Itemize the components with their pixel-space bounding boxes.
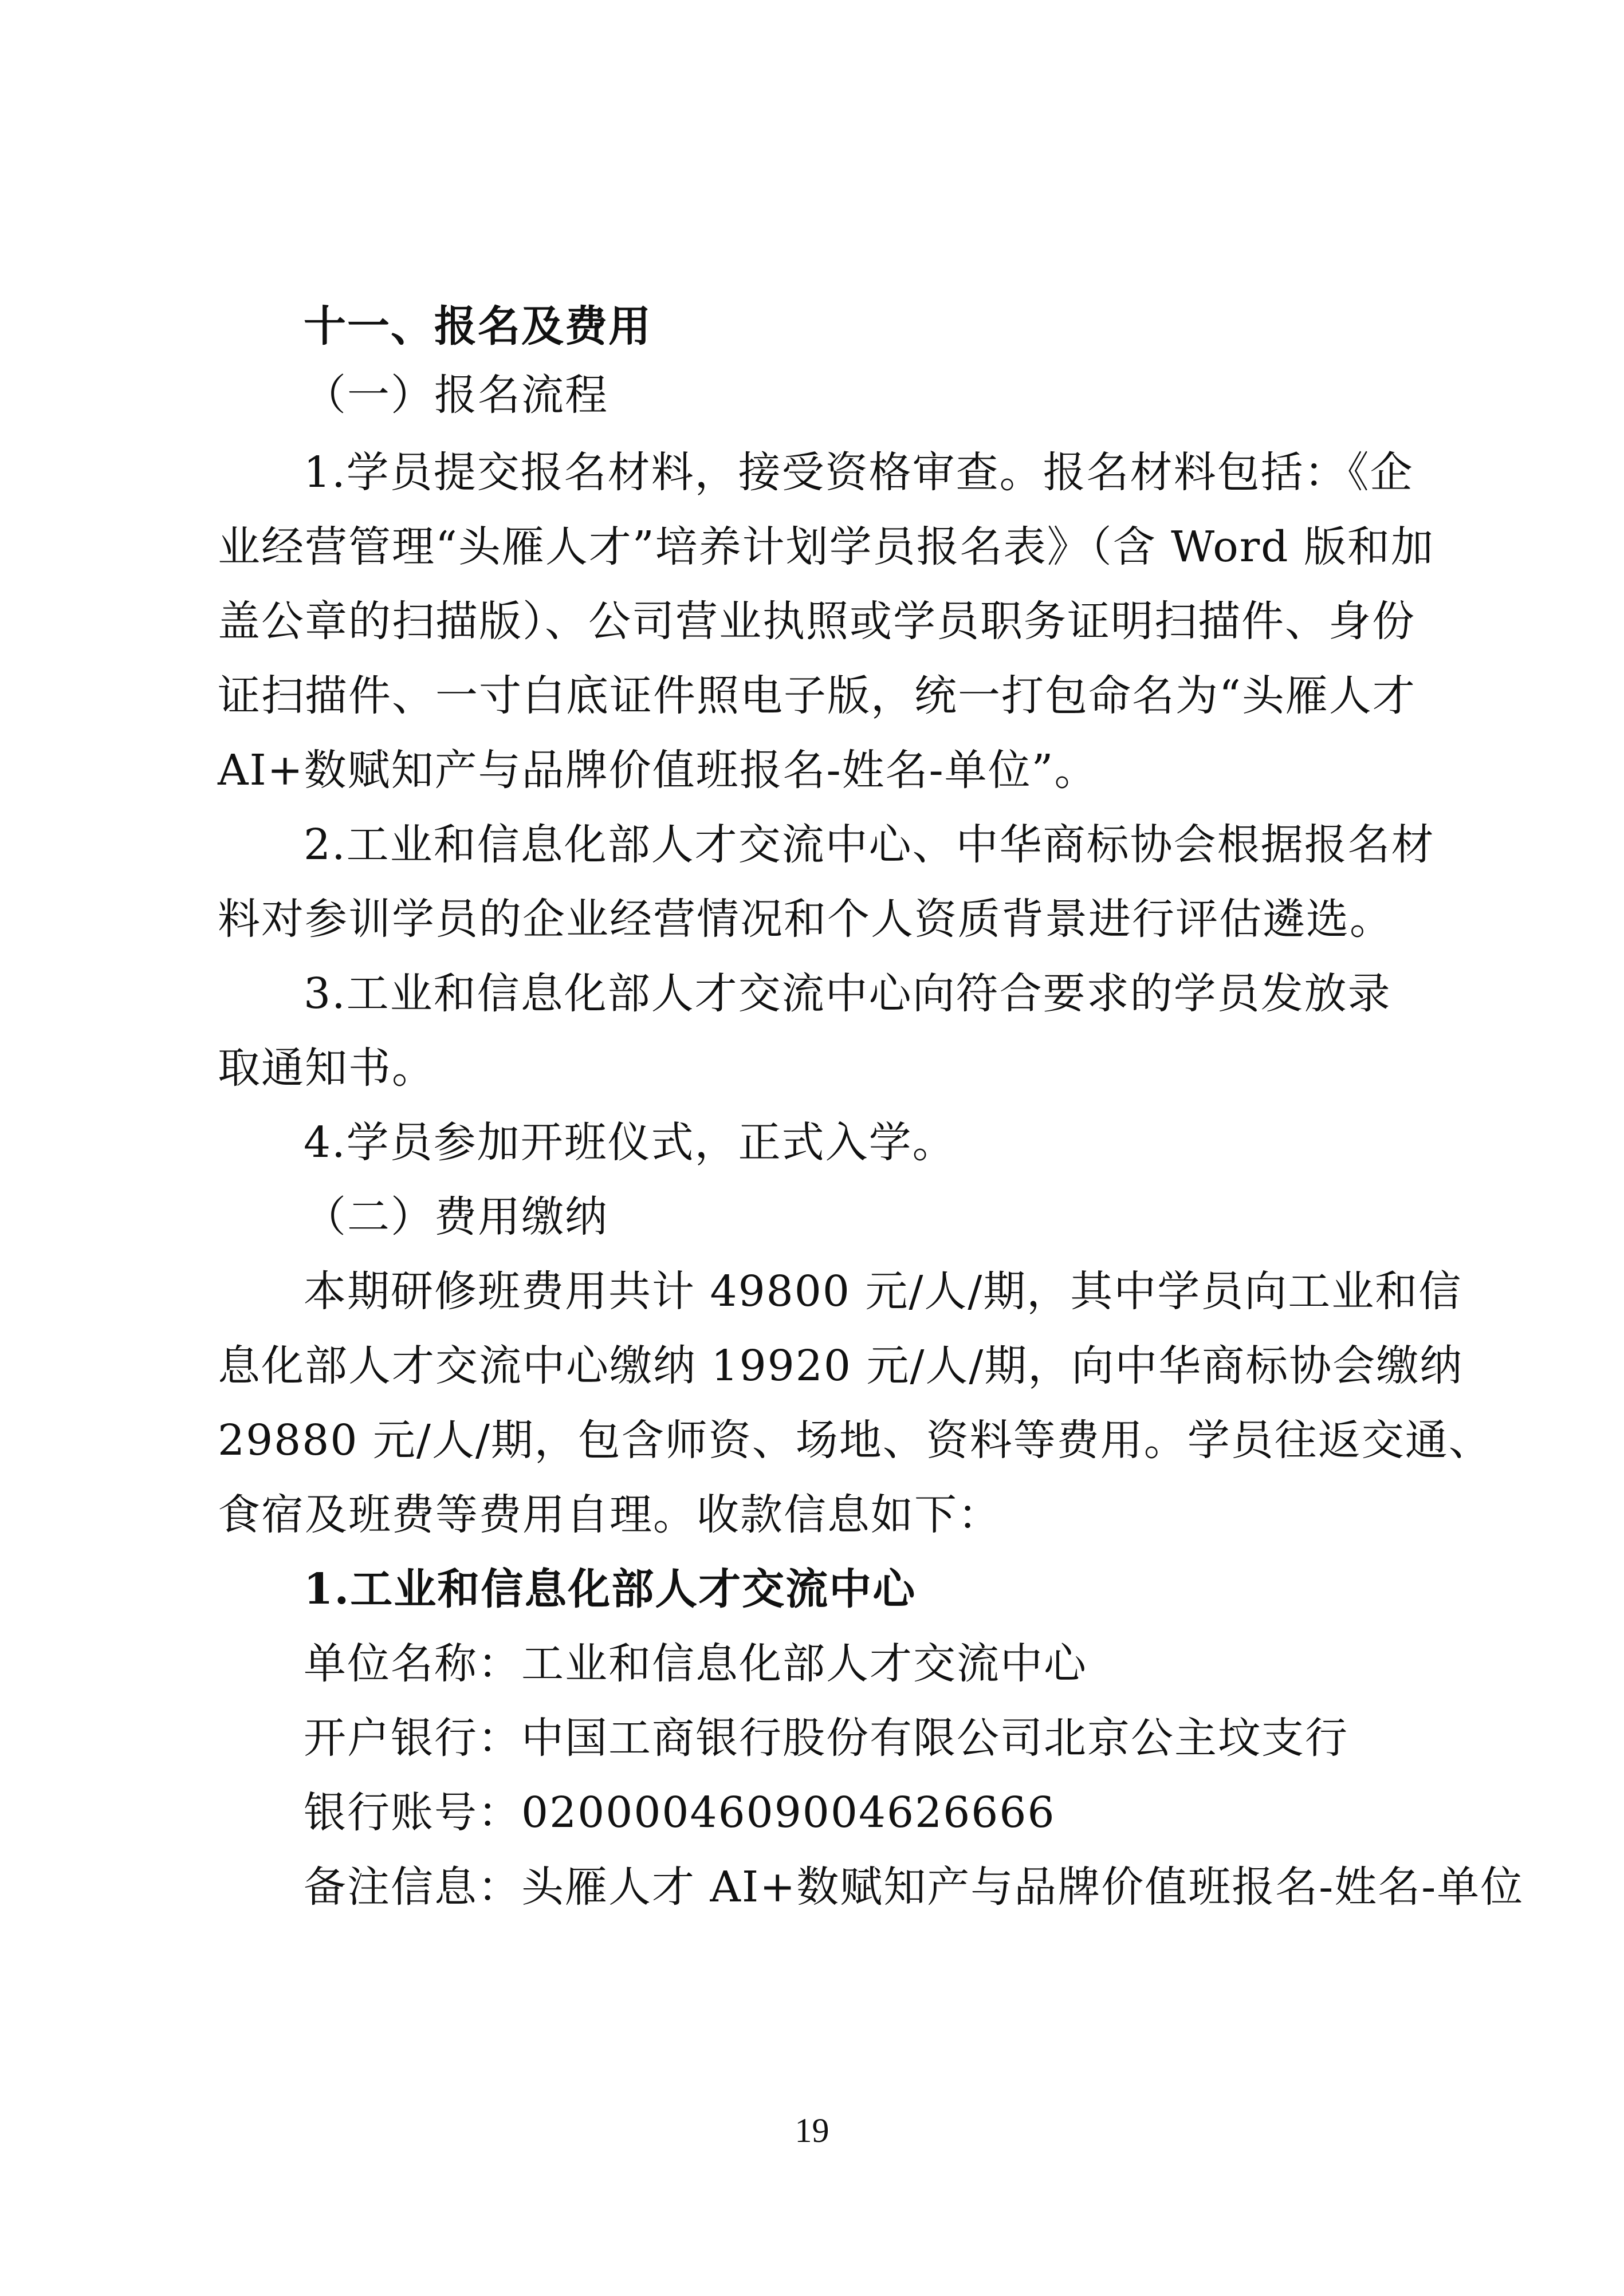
account-unit-name: 单位名称：工业和信息化部人才交流中心	[304, 1639, 1087, 1688]
paragraph-1-line-3: 盖公章的扫描版）、公司营业执照或学员职务证明扫描件、身份	[218, 597, 1415, 646]
paragraph-1-line-2: 业经营管理“头雁人才”培养计划学员报名表》（含 Word 版和加	[218, 522, 1435, 572]
paragraph-4: 4.学员参加开班仪式，正式入学。	[304, 1118, 956, 1167]
paragraph-5-line-2: 息化部人才交流中心缴纳 19920 元/人/期，向中华商标协会缴纳	[218, 1341, 1464, 1391]
account-bank: 开户银行：中国工商银行股份有限公司北京公主坟支行	[304, 1714, 1348, 1763]
paragraph-3-line-1: 3.工业和信息化部人才交流中心向符合要求的学员发放录	[304, 969, 1391, 1018]
paragraph-1-line-4: 证扫描件、一寸白底证件照电子版，统一打包命名为“头雁人才	[218, 671, 1416, 720]
paragraph-5-line-3: 29880 元/人/期，包含师资、场地、资料等费用。学员往返交通、	[218, 1416, 1492, 1465]
section-1-title: 1.工业和信息化部人才交流中心	[304, 1565, 917, 1614]
subheading-fee-payment: （二）费用缴纳	[304, 1192, 608, 1242]
paragraph-5-line-4: 食宿及班费等费用自理。收款信息如下：	[218, 1490, 1001, 1539]
paragraph-2-line-2: 料对参训学员的企业经营情况和个人资质背景进行评估遴选。	[218, 895, 1393, 944]
paragraph-5-line-1: 本期研修班费用共计 49800 元/人/期，其中学员向工业和信	[304, 1267, 1462, 1316]
paragraph-3-line-2: 取通知书。	[218, 1043, 435, 1093]
account-remark: 备注信息：头雁人才 AI+数赋知产与品牌价值班报名-姓名-单位	[304, 1862, 1524, 1912]
subheading-registration-process: （一）报名流程	[304, 371, 608, 420]
account-number: 银行账号：0200004609004626666	[304, 1788, 1056, 1837]
paragraph-1-line-5: AI+数赋知产与品牌价值班报名-姓名-单位”。	[218, 746, 1098, 795]
paragraph-1-line-1: 1.学员提交报名材料，接受资格审查。报名材料包括：《企	[304, 448, 1414, 497]
section-heading: 十一、报名及费用	[304, 302, 652, 351]
page-number: 19	[795, 2112, 829, 2149]
paragraph-2-line-1: 2.工业和信息化部人才交流中心、中华商标协会根据报名材	[304, 820, 1435, 869]
